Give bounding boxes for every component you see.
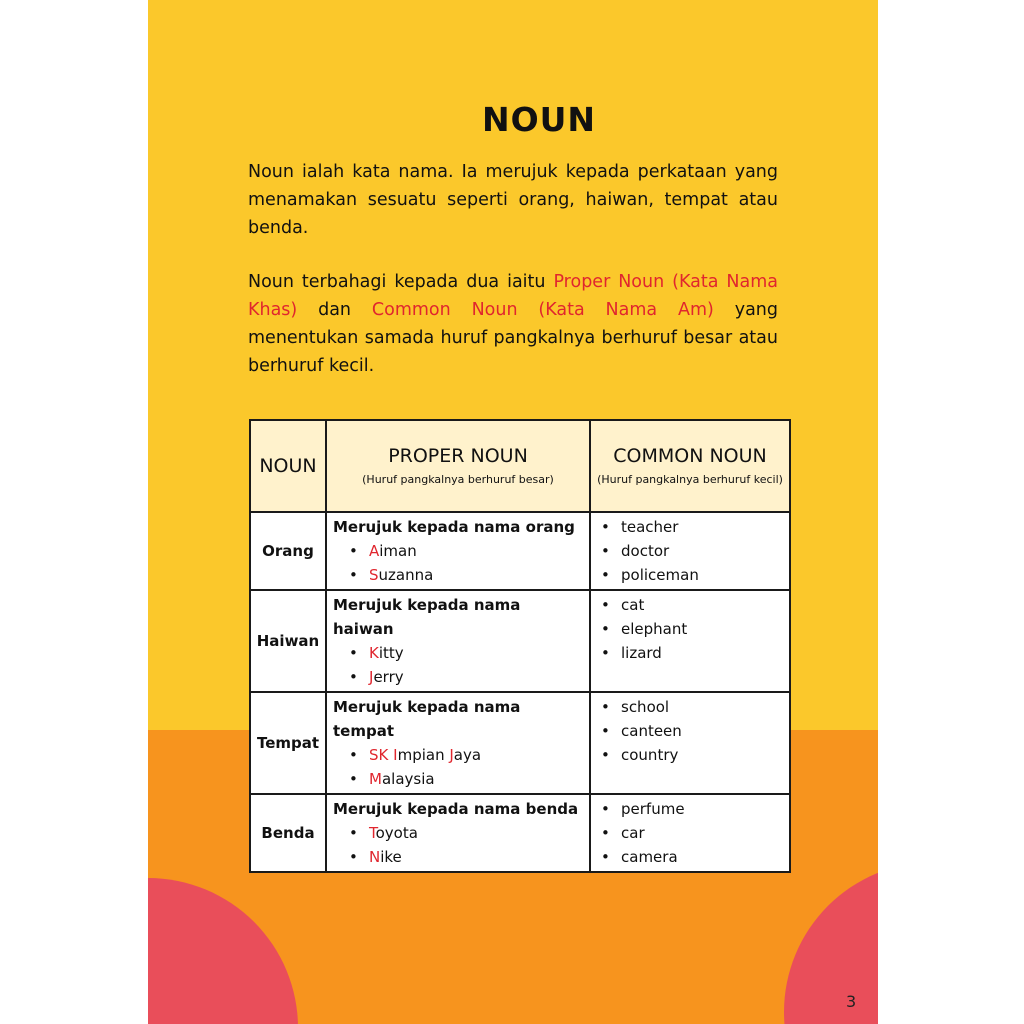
list-item: • school bbox=[621, 695, 781, 719]
list-item: • policeman bbox=[621, 563, 781, 587]
row-category: Orang bbox=[250, 512, 326, 590]
common-noun-subheading: (Huruf pangkalnya berhuruf kecil) bbox=[597, 473, 783, 486]
noun-table bbox=[249, 419, 791, 873]
common-noun-heading: COMMON NOUN bbox=[613, 445, 767, 467]
list-item: • elephant bbox=[621, 617, 781, 641]
types-text-2: dan bbox=[297, 300, 372, 320]
row-category: Haiwan bbox=[250, 590, 326, 692]
header-noun: NOUN bbox=[250, 420, 326, 512]
common-noun-highlight: Common Noun (Kata Nama Am) bbox=[371, 300, 714, 320]
book-page bbox=[148, 0, 878, 1024]
row-category: Tempat bbox=[250, 692, 326, 794]
common-cell bbox=[590, 794, 790, 872]
list-item: • lizard bbox=[621, 641, 781, 665]
list-item: • Aiman bbox=[369, 539, 583, 563]
common-cell bbox=[590, 590, 790, 692]
common-cell bbox=[590, 512, 790, 590]
types-paragraph bbox=[248, 268, 778, 380]
list-item: • camera bbox=[621, 845, 781, 869]
common-cell bbox=[590, 692, 790, 794]
list-item: • teacher bbox=[621, 515, 781, 539]
proper-lead: Merujuk kepada nama haiwan bbox=[333, 596, 521, 638]
table-row bbox=[250, 590, 790, 692]
table-row bbox=[250, 512, 790, 590]
header-proper-noun bbox=[326, 420, 590, 512]
list-item: • perfume bbox=[621, 797, 781, 821]
row-category: Benda bbox=[250, 794, 326, 872]
list-item: • Kitty bbox=[369, 641, 583, 665]
proper-lead: Merujuk kepada nama orang bbox=[333, 518, 575, 536]
proper-cell bbox=[326, 794, 590, 872]
proper-noun-highlight: Proper Noun (Kata Nama Khas) bbox=[248, 272, 778, 320]
page-number: 3 bbox=[846, 992, 857, 1011]
list-item: • Suzanna bbox=[369, 563, 583, 587]
types-text-1: Noun terbahagi kepada dua iaitu bbox=[248, 272, 554, 292]
header-common-noun bbox=[590, 420, 790, 512]
table-row bbox=[250, 692, 790, 794]
list-item: • Toyota bbox=[369, 821, 583, 845]
list-item: • cat bbox=[621, 593, 781, 617]
list-item: • SK Impian Jaya bbox=[369, 743, 583, 767]
page-title: NOUN bbox=[481, 100, 597, 139]
proper-noun-subheading: (Huruf pangkalnya berhuruf besar) bbox=[362, 473, 554, 486]
proper-lead: Merujuk kepada nama benda bbox=[333, 800, 579, 818]
table-row bbox=[250, 794, 790, 872]
list-item: • Jerry bbox=[369, 665, 583, 689]
proper-cell bbox=[326, 590, 590, 692]
definition-paragraph: Noun ialah kata nama. Ia merujuk kepada perkataan yang menamakan sesuatu seperti orang, haiwan, tempat atau benda. bbox=[248, 162, 778, 238]
proper-cell bbox=[326, 692, 590, 794]
list-item: • car bbox=[621, 821, 781, 845]
proper-lead: Merujuk kepada nama tempat bbox=[333, 698, 521, 740]
list-item: • Nike bbox=[369, 845, 583, 869]
types-text-3: yang menentukan samada huruf pangkalnya berhuruf besar atau berhuruf kecil. bbox=[248, 300, 778, 376]
proper-cell bbox=[326, 512, 590, 590]
proper-noun-heading: PROPER NOUN bbox=[388, 445, 528, 467]
list-item: • Malaysia bbox=[369, 767, 583, 791]
list-item: • country bbox=[621, 743, 781, 767]
list-item: • canteen bbox=[621, 719, 781, 743]
list-item: • doctor bbox=[621, 539, 781, 563]
